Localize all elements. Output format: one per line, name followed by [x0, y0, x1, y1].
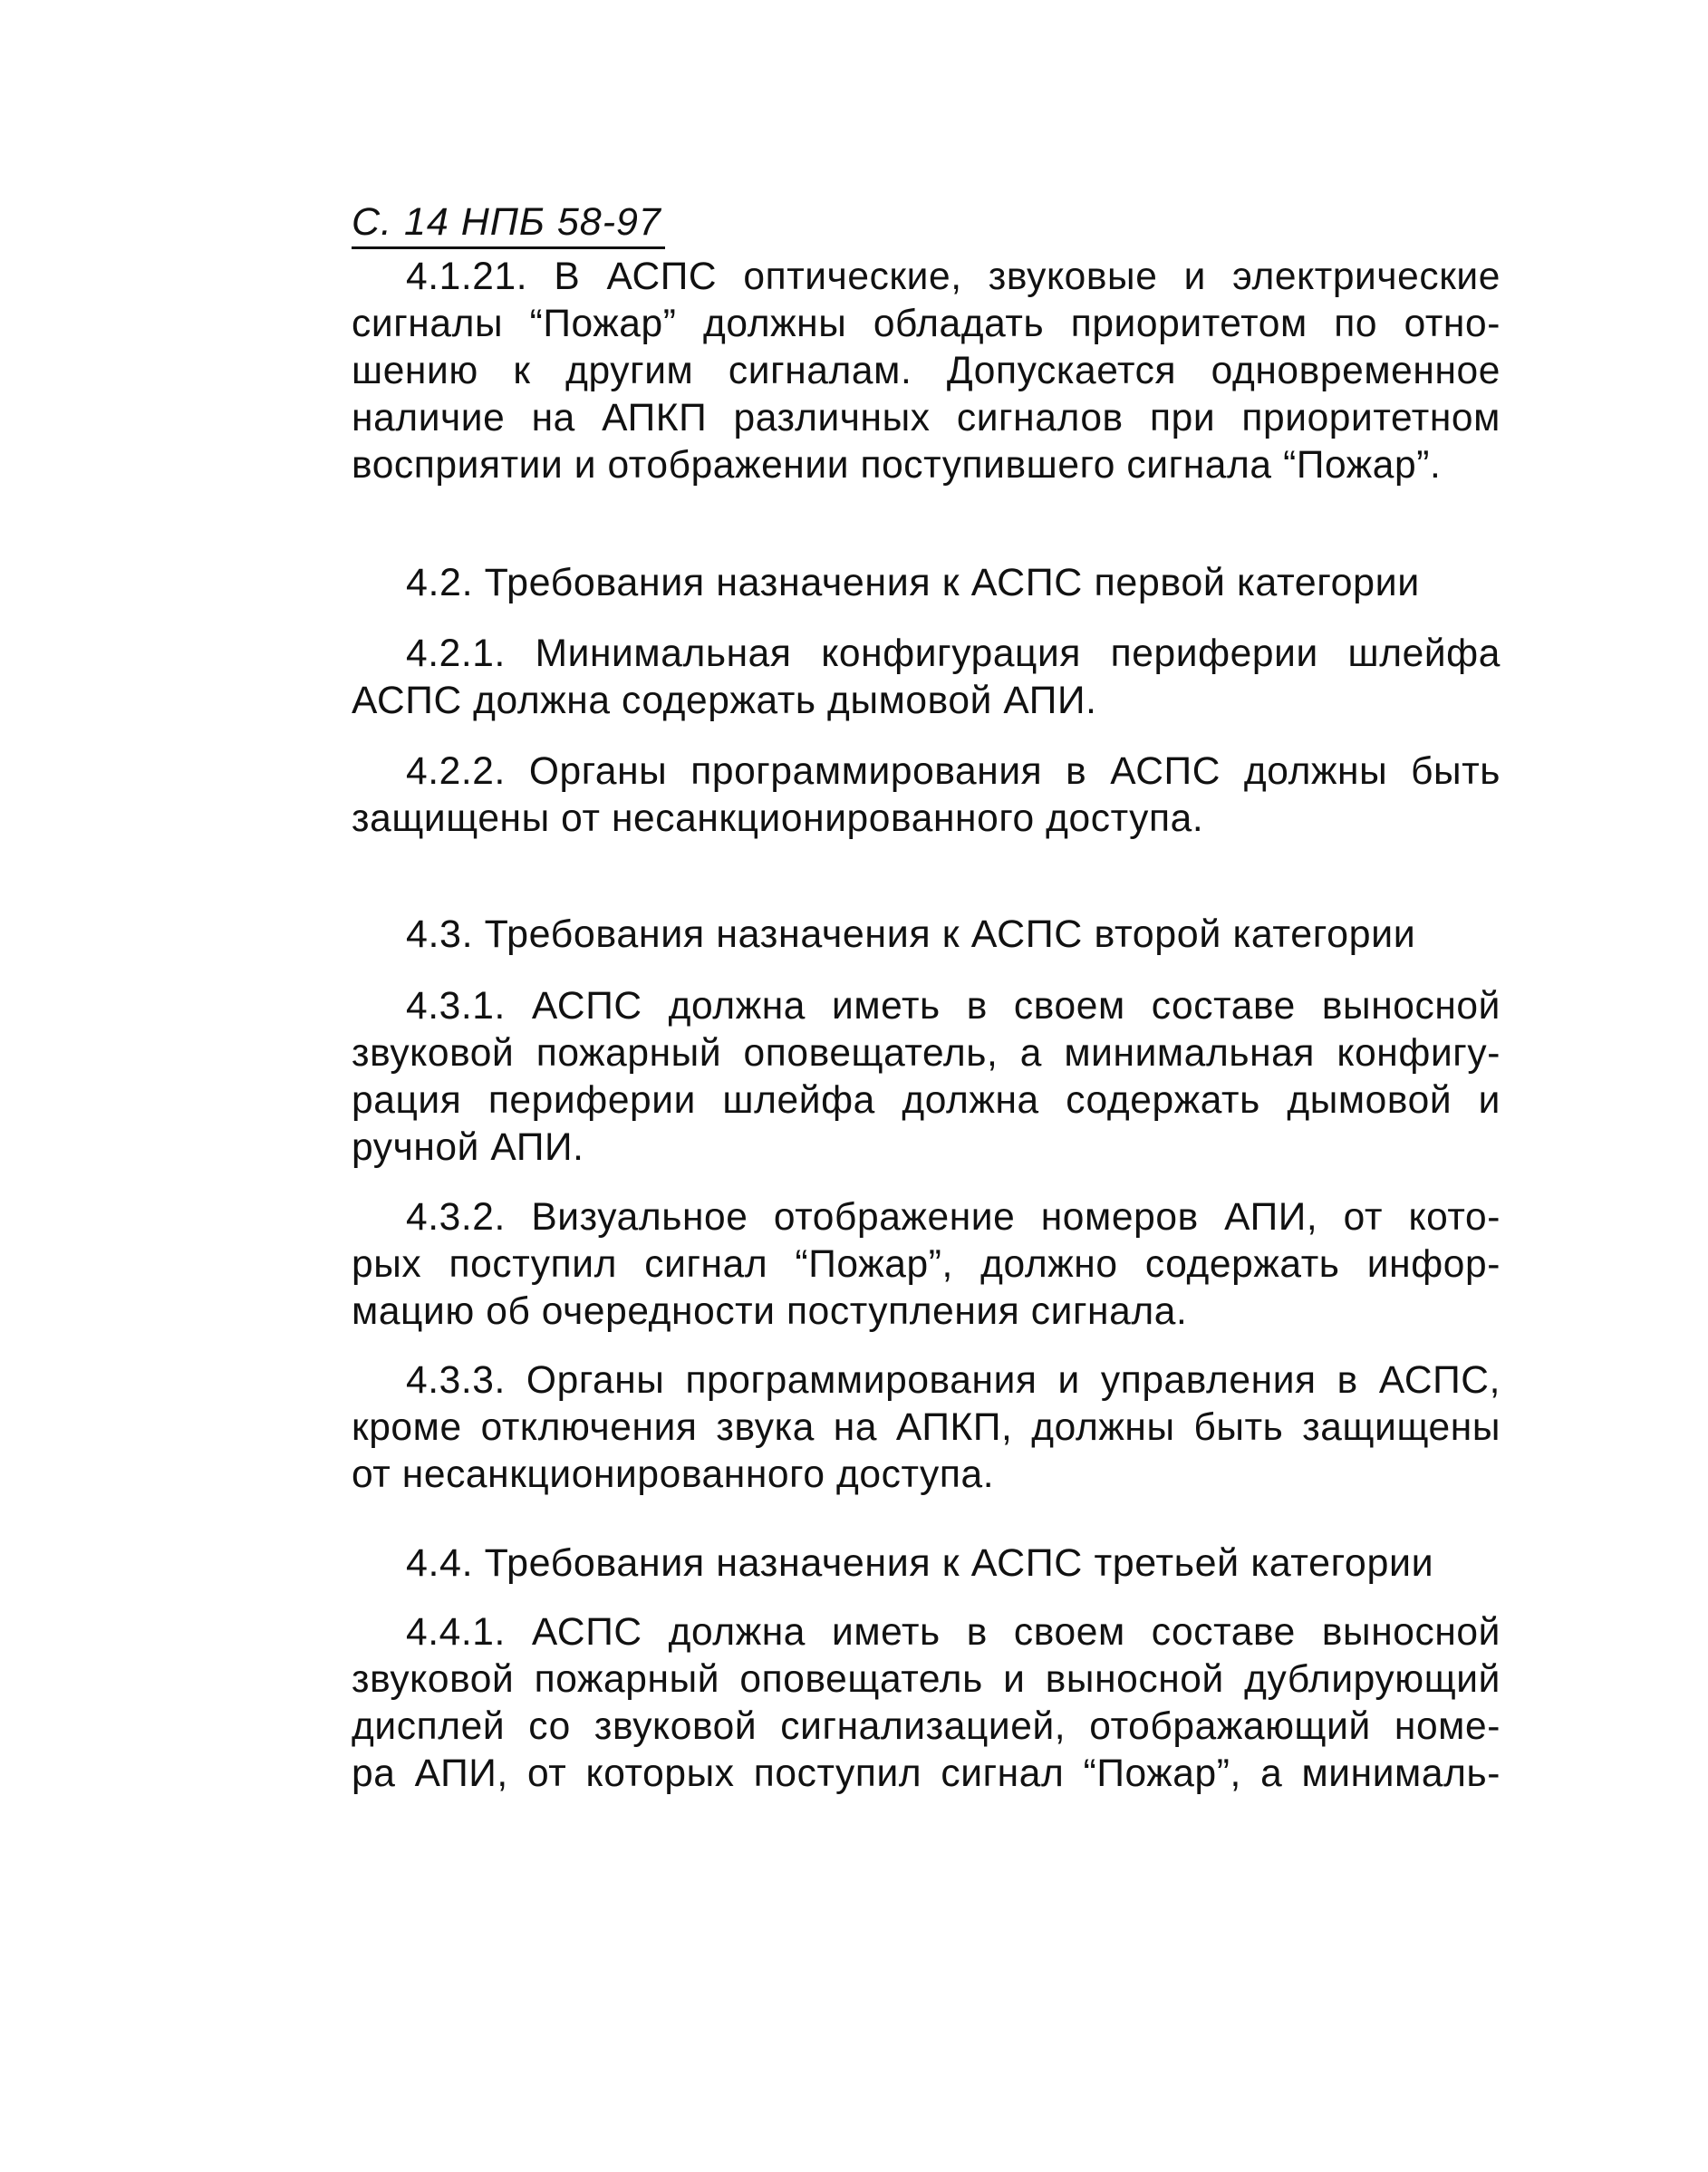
text-line: звуковой пожарный оповещатель и выносной дублирующий: [352, 1658, 1501, 1701]
section-heading-4-3: 4.3. Требования назначения к АСПС второй категории: [406, 912, 1416, 956]
text-line: восприятии и отображении поступившего сигнала “Пожар”.: [352, 444, 1442, 487]
paragraph-4-3-3: [352, 1357, 1501, 1499]
text-line: рых поступил сигнал “Пожар”, должно содержать инфор-: [352, 1243, 1501, 1286]
text-line: звуковой пожарный оповещатель, а минимальная конфигу-: [352, 1032, 1501, 1075]
paragraph-4-3-1: [352, 983, 1501, 1172]
text-line: 4.4.1. АСПС должна иметь в своем составе выносной: [406, 1611, 1501, 1654]
paragraph-4-2-1: [352, 631, 1501, 725]
text-line: 4.2.1. Минимальная конфигурация периферии шлейфа: [406, 632, 1501, 675]
text-line: 4.3.1. АСПС должна иметь в своем составе выносной: [406, 985, 1501, 1028]
text-line: дисплей со звуковой сигнализацией, отображающий номе-: [352, 1705, 1501, 1748]
text-line: 4.1.21. В АСПС оптические, звуковые и электрические: [406, 256, 1501, 298]
paragraph-4-3-2: [352, 1194, 1501, 1336]
text-line: сигналы “Пожар” должны обладать приоритетом по отно-: [352, 303, 1501, 345]
text-line: 4.3.3. Органы программирования и управления в АСПС,: [406, 1359, 1501, 1402]
text-line: АСПС должна содержать дымовой АПИ.: [352, 680, 1097, 722]
section-heading-4-2: 4.2. Требования назначения к АСПС первой категории: [406, 561, 1420, 604]
text-line: 4.3.2. Визуальное отображение номеров АПИ, от кото-: [406, 1196, 1501, 1239]
paragraph-4-4-1: [352, 1609, 1501, 1798]
text-line: от несанкционированного доступа.: [352, 1453, 995, 1496]
text-line: шению к другим сигналам. Допускается одновременное: [352, 350, 1501, 392]
text-line: кроме отключения звука на АПКП, должны быть защищены: [352, 1406, 1501, 1449]
text-line: наличие на АПКП различных сигналов при приоритетном: [352, 397, 1501, 439]
text-line: рация периферии шлейфа должна содержать дымовой и: [352, 1079, 1501, 1122]
text-line: ручной АПИ.: [352, 1126, 584, 1169]
paragraph-4-1-21: [352, 254, 1501, 489]
paragraph-4-2-2: [352, 748, 1501, 843]
text-line: мацию об очередности поступления сигнала.: [352, 1290, 1188, 1333]
text-line: защищены от несанкционированного доступа.: [352, 797, 1204, 840]
text-line: 4.2.2. Органы программирования в АСПС должны быть: [406, 750, 1501, 793]
page-header: С. 14 НПБ 58-97: [352, 198, 665, 249]
section-heading-4-4: 4.4. Требования назначения к АСПС третьей категории: [406, 1541, 1434, 1585]
text-line: ра АПИ, от которых поступил сигнал “Пожар”, а минималь-: [352, 1752, 1501, 1795]
